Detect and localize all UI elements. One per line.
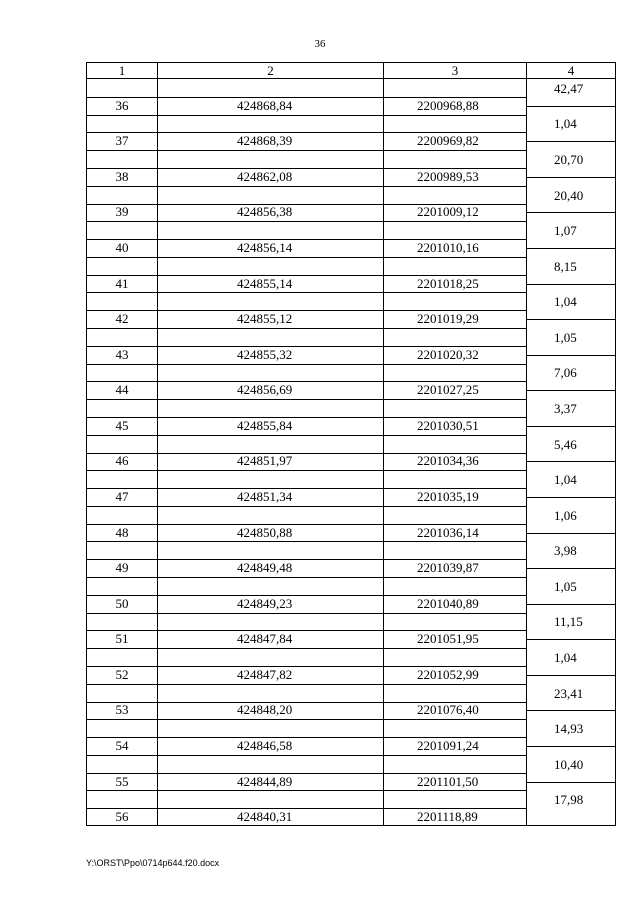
point-number: 39 [115,204,129,220]
distance-divider [526,710,615,711]
y-coordinate: 2201101,50 [417,773,479,789]
distance-cell: 1,06 [554,507,577,523]
row-divider [87,364,526,365]
x-coordinate: 424846,58 [237,737,293,753]
x-coordinate: 424855,14 [237,275,293,291]
distance-cell: 20,40 [554,187,584,203]
distance-cell: 14,93 [554,721,584,737]
point-number: 41 [115,275,129,291]
x-coordinate: 424855,12 [237,311,293,327]
x-coordinate: 424856,38 [237,204,293,220]
table-header-row [86,62,616,79]
point-number: 47 [115,488,129,504]
row-divider [87,506,526,507]
file-path-footer: Y:\ORST\Ppo\0714p644.f20.docx [86,858,220,868]
point-number: 45 [115,417,129,433]
point-number: 52 [115,666,129,682]
point-number: 42 [115,311,129,327]
point-number: 44 [115,382,129,398]
distance-divider [526,248,615,249]
row-divider [87,648,526,649]
distance-cell: 17,98 [554,792,584,808]
row-divider [87,186,526,187]
distance-cell: 23,41 [554,685,584,701]
column-divider-3 [526,79,527,825]
point-number: 51 [115,631,129,647]
y-coordinate: 2201027,25 [417,382,479,398]
coordinates-table [86,62,616,826]
x-coordinate: 424851,34 [237,488,293,504]
distance-divider [526,746,615,747]
row-divider [87,292,526,293]
row-divider [87,577,526,578]
x-coordinate: 424851,97 [237,453,293,469]
distance-cell: 1,07 [554,223,577,239]
x-coordinate: 424849,48 [237,560,293,576]
point-number: 43 [115,346,129,362]
x-coordinate: 424855,32 [237,346,293,362]
x-coordinate: 424862,08 [237,168,293,184]
point-number: 48 [115,524,129,540]
distance-divider [526,141,615,142]
y-coordinate: 2201035,19 [417,488,479,504]
x-coordinate: 424848,20 [237,702,293,718]
distance-divider [526,390,615,391]
point-number: 38 [115,168,129,184]
distance-cell: 1,04 [554,472,577,488]
x-coordinate: 424847,82 [237,666,293,682]
row-divider [87,790,526,791]
y-coordinate: 2200968,88 [417,97,479,113]
row-divider [87,470,526,471]
distance-divider [526,568,615,569]
distance-divider [526,675,615,676]
row-divider [87,719,526,720]
y-coordinate: 2201076,40 [417,702,479,718]
distance-divider [526,319,615,320]
point-number: 40 [115,239,129,255]
row-divider [87,435,526,436]
header-col-4: 4 [526,63,615,78]
row-divider [87,399,526,400]
point-number: 37 [115,133,129,149]
y-coordinate: 2201118,89 [417,809,478,825]
header-col-2: 2 [157,63,383,78]
y-coordinate: 2201052,99 [417,666,479,682]
distance-divider [526,426,615,427]
y-coordinate: 2201020,32 [417,346,479,362]
row-divider [87,613,526,614]
distance-cell: 11,15 [554,614,583,630]
y-coordinate: 2201009,12 [417,204,479,220]
distance-divider [526,461,615,462]
distance-divider [526,212,615,213]
distance-divider [526,497,615,498]
distance-cell: 3,37 [554,401,577,417]
header-col-1: 1 [118,63,126,78]
point-number: 50 [115,595,129,611]
x-coordinate: 424844,89 [237,773,293,789]
y-coordinate: 2201034,36 [417,453,479,469]
y-coordinate: 2201051,95 [417,631,479,647]
distance-cell: 1,04 [554,116,577,132]
point-number: 36 [115,97,129,113]
y-coordinate: 2201040,89 [417,595,479,611]
distance-divider [526,639,615,640]
page-number: 36 [314,38,326,50]
distance-divider [526,782,615,783]
y-coordinate: 2200989,53 [417,168,479,184]
distance-cell: 1,04 [554,294,577,310]
distance-divider [526,177,615,178]
distance-cell: 7,06 [554,365,577,381]
y-coordinate: 2200969,82 [417,133,479,149]
distance-divider [526,284,615,285]
y-coordinate: 2201039,87 [417,560,479,576]
y-coordinate: 2201091,24 [417,737,479,753]
row-divider [87,115,526,116]
distance-cell: 1,05 [554,329,577,345]
row-divider [87,541,526,542]
point-number: 56 [115,809,129,825]
distance-divider [526,106,615,107]
table-body [86,79,616,826]
x-coordinate: 424856,69 [237,382,293,398]
distance-cell: 3,98 [554,543,577,559]
y-coordinate: 2201036,14 [417,524,479,540]
header-col-3: 3 [383,63,526,78]
distance-cell: 1,05 [554,578,577,594]
x-coordinate: 424868,39 [237,133,293,149]
x-coordinate: 424847,84 [237,631,293,647]
distance-cell: 20,70 [554,152,584,168]
row-divider [87,257,526,258]
x-coordinate: 424855,84 [237,417,293,433]
x-coordinate: 424850,88 [237,524,293,540]
x-coordinate: 424849,23 [237,595,293,611]
row-divider [87,328,526,329]
row-divider [87,150,526,151]
distance-divider [526,604,615,605]
distance-divider [526,355,615,356]
distance-cell: 42,47 [554,80,584,96]
distance-cell: 5,46 [554,436,577,452]
y-coordinate: 2201010,16 [417,239,479,255]
row-divider [87,755,526,756]
point-number: 53 [115,702,129,718]
y-coordinate: 2201019,29 [417,311,479,327]
point-number: 55 [115,773,129,789]
x-coordinate: 424840,31 [237,809,293,825]
point-number: 46 [115,453,129,469]
x-coordinate: 424856,14 [237,239,293,255]
row-divider [87,684,526,685]
distance-cell: 1,04 [554,650,577,666]
point-number: 54 [115,737,129,753]
row-divider [87,221,526,222]
y-coordinate: 2201030,51 [417,417,479,433]
distance-cell: 8,15 [554,258,577,274]
distance-divider [526,533,615,534]
point-number: 49 [115,560,129,576]
distance-cell: 10,40 [554,756,584,772]
x-coordinate: 424868,84 [237,97,293,113]
y-coordinate: 2201018,25 [417,275,479,291]
